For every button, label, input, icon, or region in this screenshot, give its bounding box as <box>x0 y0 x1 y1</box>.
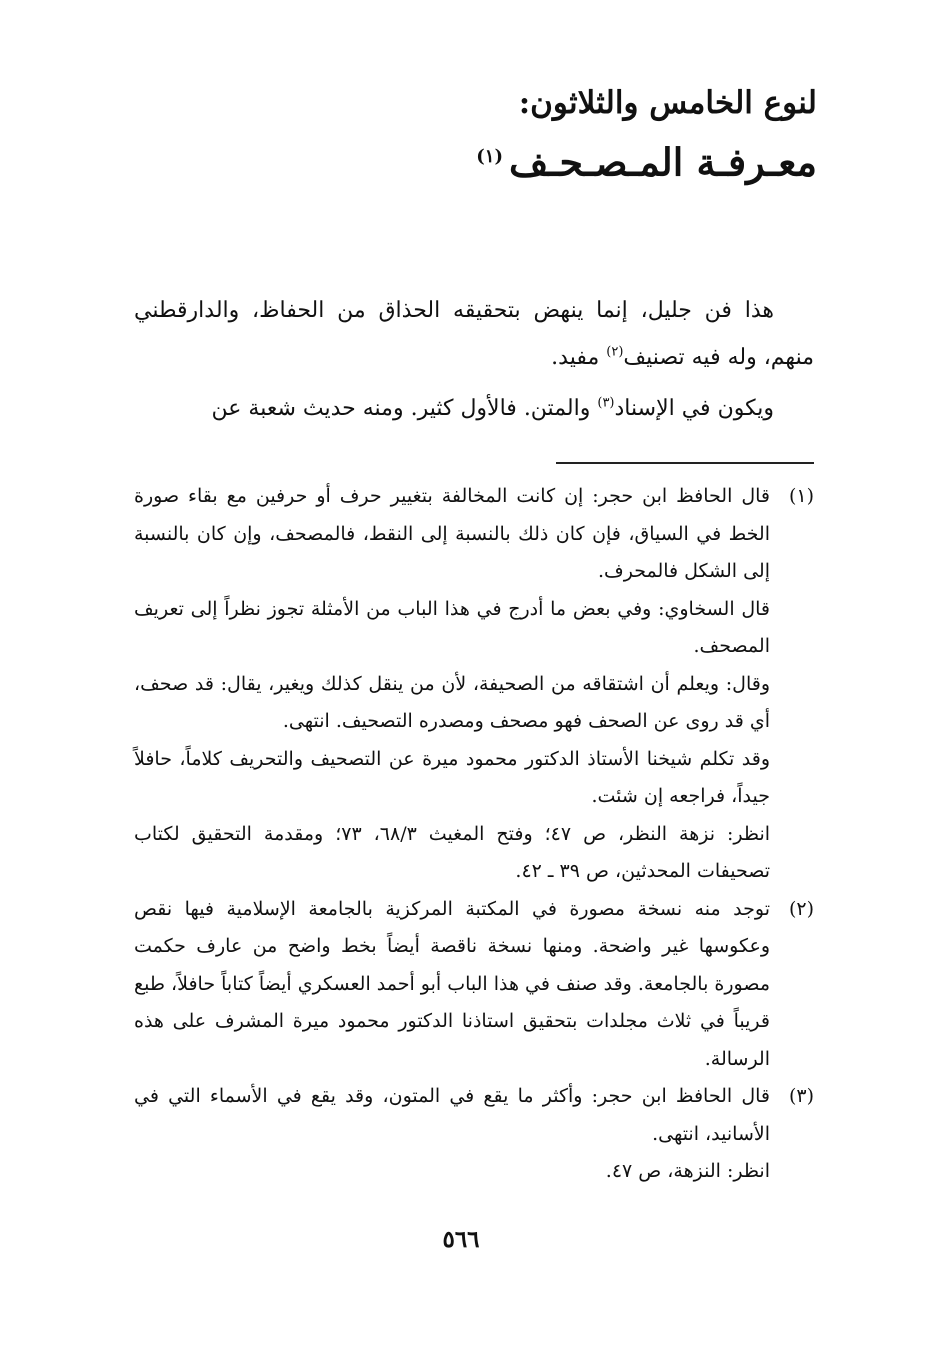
paragraph-1 <box>134 287 814 381</box>
footnote-paragraph: انظر: نزهة النظر، ص ٤٧؛ وفتح المغيث ٦٨/٣، ٧٣؛ ومقدمة التحقيق لكتاب تصحيفات المحدثين، ص ٣٩ ـ ٤٢. <box>134 822 771 882</box>
paragraph-1-text-a: هذا فن جليل، إنما ينهض بتحقيقه الحذاق من الحفاظ، والدارقطني منهم، وله فيه تصنيف <box>134 298 814 370</box>
footnotes <box>134 478 814 1191</box>
footnote-number: (٣) <box>788 1085 814 1107</box>
chapter-title <box>257 128 817 192</box>
paragraph-1-text-b: مفيد. <box>551 345 607 370</box>
title-footnote-ref: (١) <box>476 146 503 167</box>
footnote-body <box>134 478 770 891</box>
footnote-paragraph: قال الحافظ ابن حجر: وأكثر ما يقع في المتون، وقد يقع في الأسماء التي في الأسانيد، انتهى. <box>134 1085 770 1145</box>
footnote-3 <box>134 1078 814 1191</box>
footnote-2 <box>134 891 814 1079</box>
footnote-paragraph: انظر: النزهة، ص ٤٧. <box>605 1160 770 1182</box>
footnote-1 <box>134 478 814 891</box>
paragraph-2 <box>134 385 814 432</box>
footnote-separator <box>556 462 814 464</box>
chapter-title-text: معـرفـة المـصـحـف <box>508 139 817 185</box>
footnote-ref-3: (٣) <box>597 395 615 411</box>
footnote-ref-2: (٢) <box>606 344 624 360</box>
paragraph-2-text-a: ويكون في الإسناد <box>614 396 774 421</box>
footnote-body <box>134 1078 770 1191</box>
main-text <box>134 287 814 436</box>
footnote-body <box>134 891 770 1079</box>
footnote-paragraph: وقد تكلم شيخنا الأستاذ الدكتور محمود ميرة عن التصحيف والتحريف كلاماً، حافلاً جيداً، فراجعه إن شئت. <box>134 747 770 807</box>
footnote-paragraph: وقال: ويعلم أن اشتقاقه من الصحيفة، لأن من ينقل كذلك ويغير، يقال: قد صحف، أي قد روى عن الصحف فهو مصحف ومصدره التصحيف. انتهى. <box>134 672 770 732</box>
chapter-heading <box>257 80 817 192</box>
page-number: ٥٦٦ <box>442 1226 480 1253</box>
footnote-number: (٢) <box>788 897 814 920</box>
chapter-label: لنوع الخامس والثلاثون: <box>518 85 817 121</box>
paragraph-2-text-b: والمتن. فالأول كثير. ومنه حديث شعبة عن <box>211 396 598 421</box>
footnote-paragraph: توجد منه نسخة مصورة في المكتبة المركزية بالجامعة الإسلامية فيها نقص وعكوسها غير واضحة. ومنها نسخة ناقصة أيضاً بخط واضح من عارف حكمت مصورة بالجامعة. وقد صنف في هذا الباب أبو أحمد العسكري أيضاً كتاباً حافلاً، طبع قريباً في ثلاث مجلدات بتحقيق استاذنا الدكتور محمود ميرة المشرف على هذه الرسالة. <box>134 897 770 1070</box>
footnote-paragraph: قال السخاوي: وفي بعض ما أدرج في هذا الباب من الأمثلة تجوز نظراً إلى تعريف المصحف. <box>134 597 770 657</box>
footnote-paragraph: قال الحافظ ابن حجر: إن كانت المخالفة بتغيير حرف أو حرفين مع بقاء صورة الخط في السياق، فإن كان ذلك بالنسبة إلى النقط، فالمصحف، وإن كان بالنسبة إلى الشكل فالمحرف. <box>134 485 770 582</box>
footnote-number: (١) <box>788 485 814 507</box>
